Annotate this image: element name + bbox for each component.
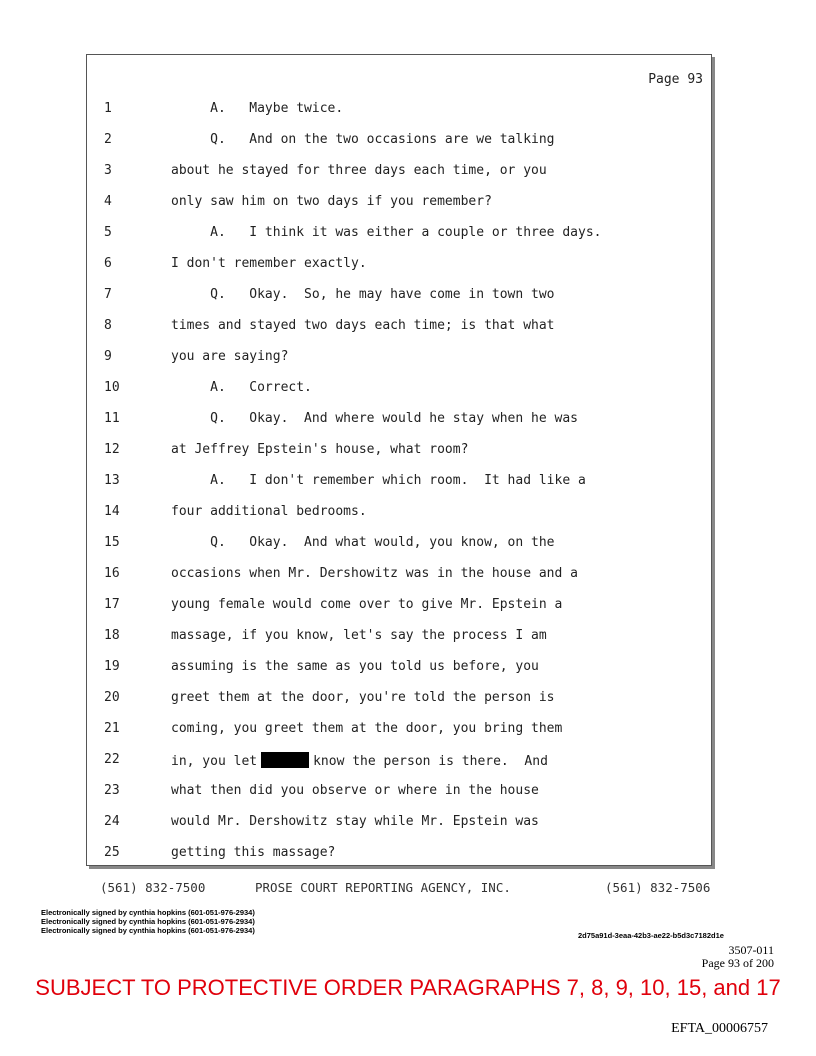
line-text: A. I think it was either a couple or three days. — [171, 225, 602, 240]
line-number: 20 — [104, 690, 120, 705]
line-text: occasions when Mr. Dershowitz was in the house and a — [171, 566, 578, 581]
line-number: 19 — [104, 659, 120, 674]
transcript-line — [87, 752, 711, 772]
electronic-signature: Electronically signed by cynthia hopkins (601-051-976-2934) — [41, 926, 255, 935]
line-text: getting this massage? — [171, 845, 336, 860]
line-number: 15 — [104, 535, 120, 550]
line-text: coming, you greet them at the door, you bring them — [171, 721, 563, 736]
transcript-line — [87, 504, 711, 524]
transcript-line — [87, 101, 711, 121]
line-text-before-redaction: in, you let — [171, 754, 258, 769]
line-number: 2 — [104, 132, 112, 147]
line-text: what then did you observe or where in the house — [171, 783, 539, 798]
line-text: would Mr. Dershowitz stay while Mr. Epstein was — [171, 814, 539, 829]
redaction-box — [261, 752, 309, 768]
transcript-line — [87, 318, 711, 338]
line-text: young female would come over to give Mr. Epstein a — [171, 597, 563, 612]
transcript-line — [87, 132, 711, 152]
line-text: at Jeffrey Epstein's house, what room? — [171, 442, 469, 457]
transcript-line — [87, 535, 711, 555]
transcript-line — [87, 194, 711, 214]
page-label: Page 93 — [648, 72, 703, 87]
transcript-line — [87, 845, 711, 865]
transcript-line — [87, 690, 711, 710]
agency-name: PROSE COURT REPORTING AGENCY, INC. — [255, 880, 511, 895]
transcript-line — [87, 287, 711, 307]
line-text: four additional bedrooms. — [171, 504, 367, 519]
line-text: greet them at the door, you're told the person is — [171, 690, 555, 705]
line-number: 11 — [104, 411, 120, 426]
line-number: 13 — [104, 473, 120, 488]
line-number: 22 — [104, 752, 120, 767]
line-text: Q. Okay. And what would, you know, on the — [171, 535, 555, 550]
document-number: 3507-011 — [728, 943, 774, 957]
transcript-line — [87, 814, 711, 834]
line-number: 5 — [104, 225, 112, 240]
line-number: 10 — [104, 380, 120, 395]
transcript-line — [87, 659, 711, 679]
transcript-line — [87, 597, 711, 617]
line-number: 9 — [104, 349, 112, 364]
line-number: 7 — [104, 287, 112, 302]
line-text: about he stayed for three days each time, or you — [171, 163, 547, 178]
transcript-line — [87, 225, 711, 245]
line-text: A. Maybe twice. — [171, 101, 344, 116]
line-text: times and stayed two days each time; is that what — [171, 318, 555, 333]
transcript-line — [87, 721, 711, 741]
line-text: only saw him on two days if you remember? — [171, 194, 492, 209]
line-number: 21 — [104, 721, 120, 736]
line-number: 16 — [104, 566, 120, 581]
line-text-after-redaction: know the person is there. And — [313, 754, 548, 769]
line-text: assuming is the same as you told us before, you — [171, 659, 539, 674]
transcript-line — [87, 628, 711, 648]
line-number: 1 — [104, 101, 112, 116]
line-text — [171, 752, 548, 769]
transcript-line — [87, 783, 711, 803]
line-number: 18 — [104, 628, 120, 643]
line-text: massage, if you know, let's say the process I am — [171, 628, 547, 643]
transcript-line — [87, 411, 711, 431]
line-number: 4 — [104, 194, 112, 209]
signature-hash: 2d75a91d-3eaa-42b3-ae22-b5d3c7182d1e — [578, 931, 724, 940]
transcript-line — [87, 442, 711, 462]
line-text: Q. And on the two occasions are we talking — [171, 132, 555, 147]
line-text: A. Correct. — [171, 380, 312, 395]
line-number: 23 — [104, 783, 120, 798]
transcript-line — [87, 256, 711, 276]
electronic-signature: Electronically signed by cynthia hopkins (601-051-976-2934) — [41, 917, 255, 926]
line-number: 6 — [104, 256, 112, 271]
line-text: Q. Okay. So, he may have come in town two — [171, 287, 555, 302]
line-number: 3 — [104, 163, 112, 178]
line-number: 25 — [104, 845, 120, 860]
transcript-line — [87, 349, 711, 369]
bates-number: EFTA_00006757 — [671, 1021, 768, 1036]
line-number: 24 — [104, 814, 120, 829]
transcript-line — [87, 566, 711, 586]
electronic-signature: Electronically signed by cynthia hopkins (601-051-976-2934) — [41, 908, 255, 917]
page-of-total: Page 93 of 200 — [701, 956, 774, 970]
line-number: 17 — [104, 597, 120, 612]
phone-right: (561) 832-7506 — [605, 880, 711, 895]
line-text: A. I don't remember which room. It had like a — [171, 473, 586, 488]
phone-left: (561) 832-7500 — [100, 880, 206, 895]
line-number: 14 — [104, 504, 120, 519]
line-text: I don't remember exactly. — [171, 256, 367, 271]
transcript-line — [87, 473, 711, 493]
line-number: 8 — [104, 318, 112, 333]
transcript-line — [87, 163, 711, 183]
line-number: 12 — [104, 442, 120, 457]
transcript-page — [86, 54, 712, 866]
line-text: Q. Okay. And where would he stay when he was — [171, 411, 578, 426]
line-text: you are saying? — [171, 349, 289, 364]
transcript-line — [87, 380, 711, 400]
protective-order-notice: SUBJECT TO PROTECTIVE ORDER PARAGRAPHS 7, 8, 9, 10, 15, and 17 — [35, 975, 781, 1000]
